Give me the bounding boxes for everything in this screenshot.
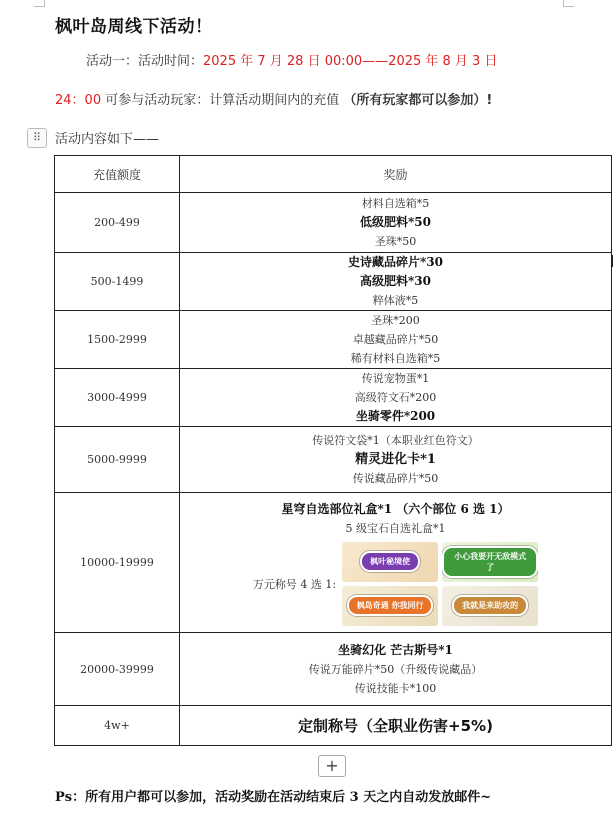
eligibility-line xyxy=(55,89,492,108)
title-badge-grid xyxy=(342,542,538,626)
range-cell: 3000-4999 xyxy=(55,369,180,427)
table-header-row xyxy=(55,156,612,193)
range-cell: 10000-19999 xyxy=(55,493,180,633)
reward-item: 高级符文石*200 xyxy=(354,391,437,404)
reward-item: 史诗藏品碎片*30 xyxy=(348,255,443,269)
reward-item: 传说技能卡*100 xyxy=(354,681,437,695)
reward-item: 粹体液*5 xyxy=(372,294,419,307)
footer-note: Ps：所有用户都可以参加，活动奖励在活动结束后 3 天之内自动发放邮件~ xyxy=(55,790,492,805)
reward-item: 传说万能碎片*50（升级传说藏品） xyxy=(308,662,483,676)
reward-cell xyxy=(180,706,612,746)
reward-item: 传说宠物蛋*1 xyxy=(361,372,430,385)
column-header-reward: 奖励 xyxy=(180,156,612,193)
time-range-end: 24：00 xyxy=(55,93,102,108)
reward-item: 坐骑零件*200 xyxy=(355,409,436,423)
activity-time-line xyxy=(86,50,497,69)
column-header-amount: 充值额度 xyxy=(55,156,180,193)
page-corner-mark-right xyxy=(563,0,574,7)
table-row xyxy=(55,311,612,369)
reward-cell xyxy=(180,311,612,369)
eligibility-text: 可参与活动玩家：计算活动期间内的充值 xyxy=(101,93,344,108)
reward-cell xyxy=(180,193,612,253)
reward-item: 传说藏品碎片*50 xyxy=(352,472,439,485)
reward-cell xyxy=(180,427,612,493)
reward-item: 定制称号（全职业伤害+5%) xyxy=(298,717,493,735)
activity-label: 活动一：活动时间： xyxy=(86,54,204,69)
title-choice-row xyxy=(180,542,611,626)
reward-item: 圣珠*50 xyxy=(374,235,417,248)
reward-item: 5 级宝石自选礼盒*1 xyxy=(345,521,446,535)
reward-item: 稀有材料自选箱*5 xyxy=(350,352,441,365)
page-corner-mark-left xyxy=(34,0,45,7)
range-cell: 4w+ xyxy=(55,706,180,746)
table-row xyxy=(55,633,612,706)
range-cell: 1500-2999 xyxy=(55,311,180,369)
title-badge-image xyxy=(442,586,538,626)
title-badge-text: 我就是来助攻的 xyxy=(452,595,528,616)
title-badge-text: 小心我要开无敌模式了 xyxy=(442,546,538,578)
reward-item: 精灵进化卡*1 xyxy=(355,452,436,467)
table-row xyxy=(55,369,612,427)
title-badge-image xyxy=(442,542,538,582)
table-row xyxy=(55,706,612,746)
reward-item: 坐骑幻化 芒古斯号*1 xyxy=(338,642,453,657)
table-row xyxy=(55,493,612,633)
reward-item: 圣珠*200 xyxy=(371,314,420,327)
reward-item: 低级肥料*50 xyxy=(360,215,431,229)
reward-cell xyxy=(180,633,612,706)
table-row xyxy=(55,193,612,253)
eligibility-note: （所有玩家都可以参加）! xyxy=(343,93,493,108)
text-cursor-mark xyxy=(611,255,613,267)
reward-cell xyxy=(180,493,612,633)
title-badge-image xyxy=(342,586,438,626)
title-badge-image xyxy=(342,542,438,582)
reward-item: 材料自选箱*5 xyxy=(361,197,430,210)
reward-cell xyxy=(180,369,612,427)
reward-cell xyxy=(180,253,612,311)
drag-handle-icon[interactable]: ⠿ xyxy=(27,128,47,148)
reward-item: 星穹自选部位礼盒*1 （六个部位 6 选 1） xyxy=(281,501,510,516)
title-badge-text: 枫叶秘境使 xyxy=(360,551,420,572)
title-choice-label: 万元称号 4 选 1: xyxy=(252,577,337,591)
range-cell: 500-1499 xyxy=(55,253,180,311)
reward-item: 高级肥料*30 xyxy=(360,274,431,288)
title-badge-text: 枫岛奇遇 你我同行 xyxy=(347,595,434,616)
time-range-start: 2025 年 7 月 28 日 00:00——2025 年 8 月 3 日 xyxy=(203,54,498,69)
table-row xyxy=(55,427,612,493)
range-cell: 200-499 xyxy=(55,193,180,253)
table-row xyxy=(55,253,612,311)
content-intro: 活动内容如下—— xyxy=(55,132,160,147)
reward-table xyxy=(54,155,612,746)
range-cell: 20000-39999 xyxy=(55,633,180,706)
add-block-button[interactable]: + xyxy=(318,755,346,777)
range-cell: 5000-9999 xyxy=(55,427,180,493)
reward-item: 卓越藏品碎片*50 xyxy=(352,333,439,346)
page-title: 枫叶岛周线下活动！ xyxy=(55,17,213,37)
reward-item: 传说符文袋*1（本职业红色符文） xyxy=(312,434,479,447)
